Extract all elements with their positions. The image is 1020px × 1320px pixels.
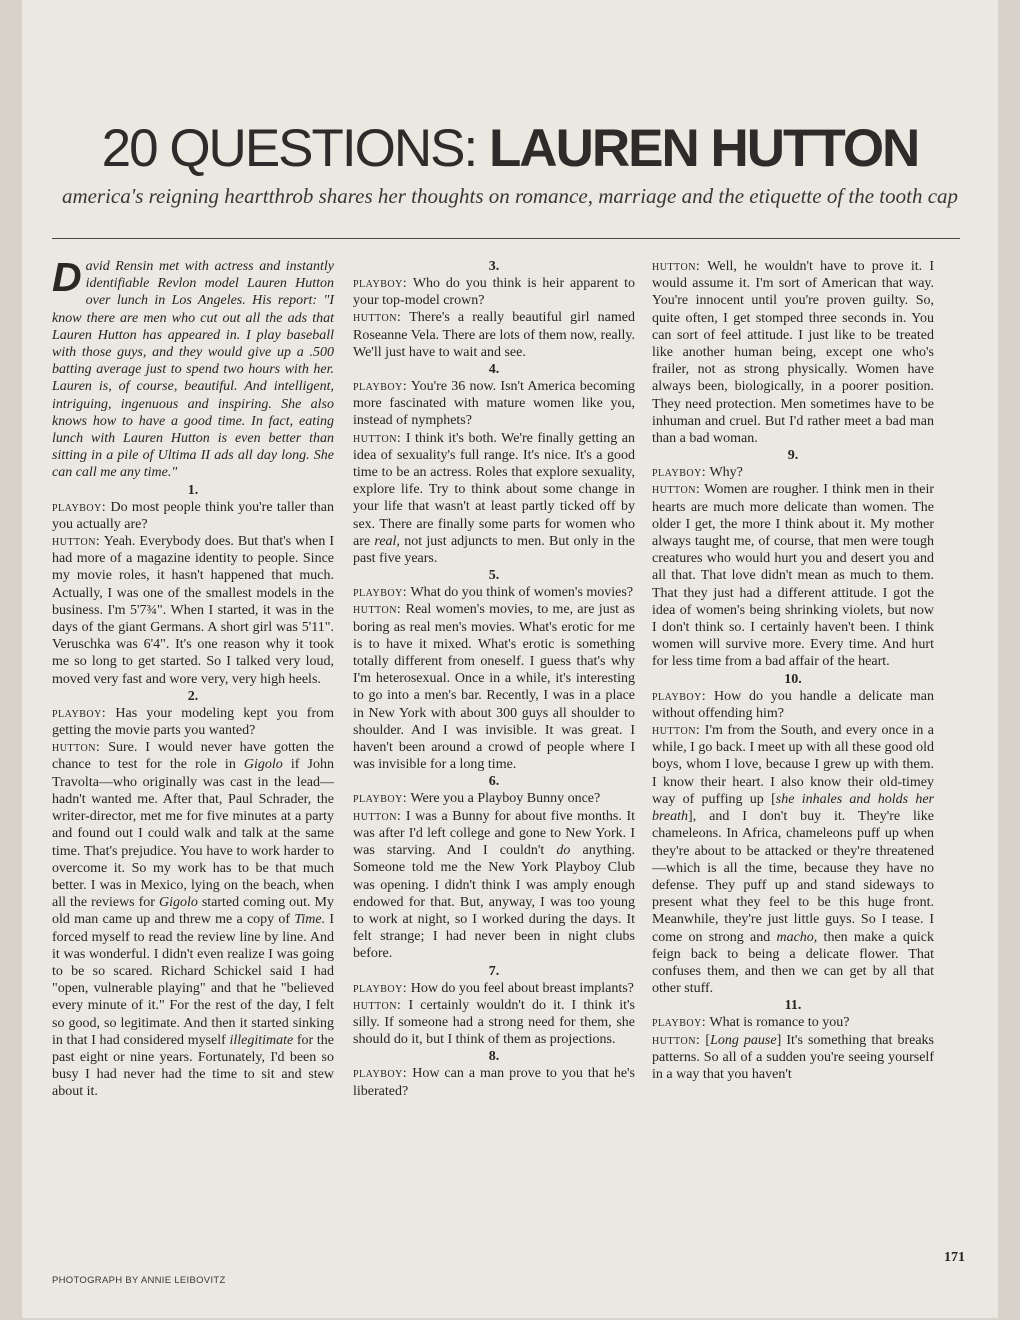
speaker-playboy: playboy:	[52, 705, 107, 721]
question	[652, 688, 934, 722]
answer	[353, 601, 635, 773]
question-number: 9.	[787, 448, 799, 464]
question-text: Why?	[709, 465, 743, 481]
answer-text: if John Travolta—who originally was cast in the lead—hadn't wanted me. After that, Paul Schrader, the writer-director, met me for five minutes at a party and found out I could walk and talk at the same time. That's prejudice. You have to work harder to overcome it. So my work has to be that much better. I was in Mexico, lying on the beach, when all the reviews for	[52, 757, 334, 911]
speaker-playboy: playboy:	[652, 465, 707, 481]
question	[353, 275, 635, 309]
answer-text: I was a Bunny for about five months. It was after I'd left college and gone to New York. I was starving. And I couldn't	[353, 808, 636, 859]
question-number: 10.	[784, 671, 802, 687]
answer	[353, 309, 635, 361]
question-number: 1.	[187, 482, 199, 498]
speaker-hutton: hutton:	[353, 602, 402, 618]
speaker-playboy: playboy:	[52, 499, 107, 515]
answer	[652, 722, 934, 997]
question-number: 7.	[488, 963, 500, 979]
title-prefix: 20 QUESTIONS:	[101, 119, 477, 178]
magazine-title: Time.	[294, 912, 326, 928]
question-text: Were you a Playboy Bunny once?	[410, 791, 601, 807]
question	[353, 1065, 635, 1099]
answer-text: I think it's both. We're finally getting an idea of sexuality's full range. It's nice. It's a good time to be an actress. Roles that explore sexuality, explore life. Try to think about some change in your life that wasn't at least partly ticked off by sex. There are finally some parts for women who are	[353, 430, 635, 549]
question	[353, 378, 635, 430]
answer	[52, 739, 334, 1100]
answer	[652, 481, 934, 670]
speaker-hutton: hutton:	[52, 740, 101, 756]
answer	[353, 430, 635, 568]
answer-text: then make a quick feign back to being a delicate flower. That confuses them, and then we can get by all that other stuff.	[652, 929, 934, 997]
speaker-hutton: hutton:	[353, 808, 402, 824]
header-divider	[52, 238, 960, 239]
speaker-playboy: playboy:	[353, 980, 408, 996]
speaker-hutton: hutton:	[52, 534, 101, 550]
speaker-hutton: hutton:	[353, 430, 402, 446]
speaker-playboy: playboy:	[353, 276, 408, 291]
question	[652, 464, 934, 481]
answer-text: started coming out. My old man came up and threw me a copy of	[52, 895, 334, 928]
film-title: Gigolo	[158, 895, 198, 911]
answer-text: I certainly wouldn't do it. I think it's silly. If someone had a strong need for them, she should do it, but I think of them as projections.	[353, 997, 635, 1048]
answer-text: It's something that breaks patterns. So all of a sudden you're seeing yourself in a way that you haven't	[652, 1032, 934, 1082]
answer-text: Real women's movies, to me, are just as boring as real men's movies. What's erotic for me is to have it mixed. What's erotic is something totally different from oneself. I guess that's why I'm heterosexual. Once in a while, it's interesting to go into a men's bar. Recently, I was in a place in New York with about 300 guys all shoulder to shoulder. And I was invisible. It was great. I haven't been around a crowd of people where I was invisible for a long time.	[353, 602, 635, 773]
emphasis: real,	[374, 533, 400, 549]
speaker-playboy: playboy:	[353, 1066, 408, 1082]
question-number: 5.	[488, 568, 500, 584]
emphasis: illegitimate	[229, 1032, 294, 1048]
intro-text: avid Rensin met with actress and instantly identifiable Revlon model Lauren Hutton over lunch in Los Angeles. His report: "I know there are men who cut out all the ads that Lauren Hutton has appeared in. I play baseball with those guys, and they would give up a .500 batting average just to spend two hours with her. Lauren is, of course, beautiful. And intelligent, intriguing, ingenuous and inspiring. She also knows how to have a good time. In fact, eating lunch with Lauren Hutton is even better than sitting in a pile of Ultima II ads all day long. She can call me any time."	[52, 259, 334, 481]
question-number: 6.	[488, 774, 500, 790]
speaker-hutton: hutton:	[652, 259, 701, 274]
answer-text: not just adjuncts to men. But only in the past five years.	[353, 533, 635, 567]
question-text: What do you think of women's movies?	[410, 585, 634, 601]
speaker-hutton: hutton:	[652, 723, 701, 739]
title-name: LAUREN HUTTON	[488, 119, 919, 178]
answer-text: I forced myself to read the review line by line. And it was wonderful. I didn't even realize I was going to be so scared. Richard Schickel said I had "open, vulnerable playing" and that he "believed every minute of it." For the rest of the day, I felt so good, so legitimate. And then it started sinking in that I had considered myself	[52, 912, 334, 1048]
column-1	[52, 254, 335, 1101]
answer-text: Well, he wouldn't have to prove it. I would assume it. I'm sort of American that way. You're innocent until you're proven guilty. So, quite often, I get stomped three seconds in. You can sort of feel attitude. I just like to be treated like another human being, except one who's frailer, not as strong physically. Women have always been, biologically, in a poorer position. They need protection. Men sometimes have to be inhuman and cruel. But I'd rather meet a bad man than a bad woman.	[652, 259, 934, 447]
question-text: Who do you think is heir apparent to your top-model crown?	[353, 276, 635, 309]
question-text: How do you handle a delicate man without offending him?	[652, 688, 934, 721]
photo-credit: PHOTOGRAPH BY ANNIE LEIBOVITZ	[52, 1275, 226, 1286]
speaker-playboy: playboy:	[353, 791, 408, 807]
answer	[353, 808, 635, 963]
stage-direction: she inhales and holds her breath	[652, 791, 934, 825]
page-subtitle: america's reigning heartthrob shares her thoughts on romance, marriage and the etiquette of the tooth cap	[61, 184, 959, 208]
speaker-playboy: playboy:	[652, 1015, 707, 1031]
speaker-hutton: hutton:	[652, 482, 701, 498]
answer-text: anything. Someone told me the New York Playboy Club was opening. I didn't think I was amply enough endowed for that. But, anyway, I was too young to work at night, so I worked during the days. It felt strange; I had never been in night clubs before.	[353, 843, 635, 962]
emphasis: macho,	[776, 929, 818, 945]
question-number: 4.	[488, 362, 500, 378]
column-3	[652, 258, 934, 1083]
page-title	[22, 118, 998, 179]
speaker-playboy: playboy:	[353, 585, 408, 601]
answer-text: ], and I don't buy it. They're like chameleons. In Africa, chameleons puff up when they're about to be attacked or they're threatened—which is all the time, because they have no defense. They puff up and stand sideways to present what they feel to be this huge front. Meanwhile, they're just little guys. So I tease. I come on strong and	[652, 809, 934, 945]
magazine-page	[22, 0, 998, 1318]
speaker-hutton: hutton:	[353, 997, 402, 1013]
answer	[52, 533, 334, 688]
question-text: You're 36 now. Isn't America becoming more fascinated with mature women like you, instead of nymphets?	[353, 379, 636, 429]
speaker-hutton: hutton:	[353, 310, 402, 326]
column-2	[353, 258, 635, 1100]
speaker-hutton: hutton:	[652, 1032, 701, 1048]
question	[353, 790, 635, 807]
question	[652, 1014, 934, 1031]
answer-text: Women are rougher. I think men in their hearts are much more delicate than women. The older I get, the more I think about it. My mother always taught me, of course, that men were tough creatures who would hurt you and desert you and all that. That love didn't mean as much to them. That they just had a different attitude. I got the idea of women's being shrinking violets, but now I don't think so. I certainly haven't been. I think women will survive more. Every time. And hurt for less time from a bad affair of the heart.	[652, 482, 934, 670]
answer-text: There's a really beautiful girl named Roseanne Vela. There are lots of them now, really. We'll just have to wait and see.	[353, 310, 635, 360]
question-text: What is romance to you?	[709, 1015, 850, 1031]
answer-text: I'm from the South, and every once in a while, I go back. I meet up with all these good old boys, whom I love, because I grew up with them. I know their heart. I also know their old-timey way of puffing up [	[652, 723, 935, 807]
answer-text: for the past eight or nine years. Fortunately, I'd been so busy I had never had the time to sit and stew about it.	[52, 1032, 334, 1100]
stage-direction: Long pause	[710, 1032, 777, 1048]
intro-paragraph	[52, 254, 334, 482]
page-number: 171	[944, 1250, 965, 1265]
question-text: Has your modeling kept you from getting the movie parts you wanted?	[52, 705, 335, 739]
speaker-playboy: playboy:	[652, 688, 707, 704]
answer	[652, 258, 934, 447]
speaker-playboy: playboy:	[353, 379, 408, 395]
film-title: Gigolo	[243, 757, 283, 773]
answer: hutton: [Long pause] It's something that breaks patterns. So all of a sudden you're seeing yourself in a way that you haven't	[652, 1032, 934, 1082]
emphasis: do	[556, 843, 571, 859]
question	[353, 980, 635, 997]
question-number: 2.	[187, 688, 199, 704]
question	[52, 705, 334, 739]
answer	[353, 997, 635, 1049]
drop-cap: D	[52, 254, 82, 300]
answer-text: Yeah. Everybody does. But that's when I had more of a magazine identity to people. Since my movie roles, it hasn't happened that much. Actually, I was one of the smallest models in the business. I'm 5'7¾". When I started, it was in the days of the giant Germans. A short girl was 5'11". Veruschka was 6'4". It's one reason why it took me so long to get started. So I talked very loud, moved very fast and wore very, very high heels.	[52, 534, 334, 687]
question-number: 3.	[488, 259, 500, 274]
answer-text: Sure. I would never have gotten the chance to test for the role in	[52, 740, 334, 773]
question-text: Do most people think you're taller than you actually are?	[52, 499, 335, 532]
question-number: 11.	[784, 998, 802, 1014]
question-text: How can a man prove to you that he's liberated?	[353, 1066, 636, 1099]
question-text: How do you feel about breast implants?	[410, 980, 634, 996]
question-number: 8.	[488, 1049, 500, 1065]
question	[353, 584, 635, 601]
question	[52, 499, 334, 533]
